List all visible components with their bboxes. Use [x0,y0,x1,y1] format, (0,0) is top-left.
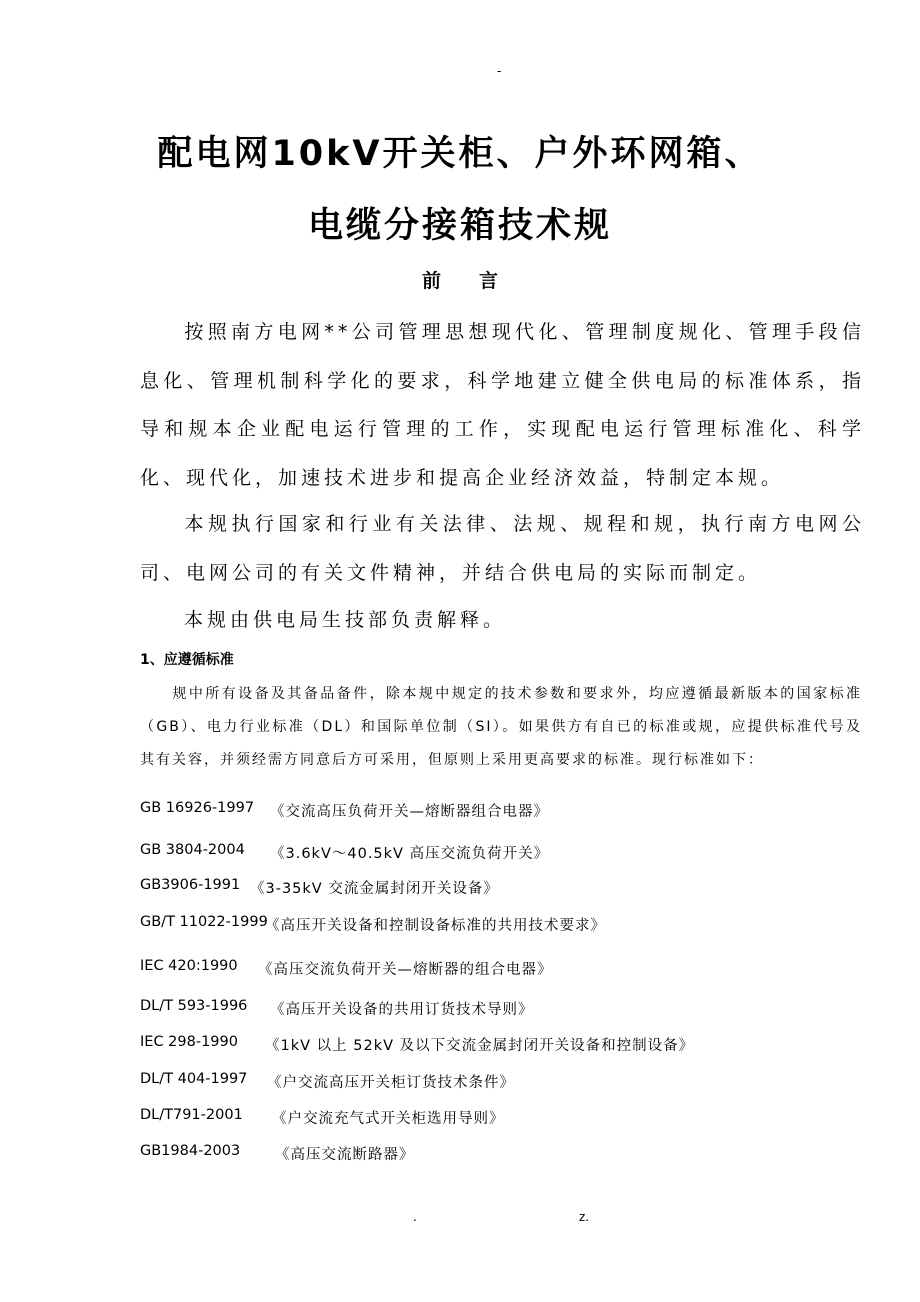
standard-item [140,800,549,820]
standard-item [140,958,553,978]
section-1-body [140,678,862,777]
standard-code: DL/T791-2001 [140,1107,243,1123]
standard-item [140,842,550,862]
standard-code: GB3906-1991 [140,877,241,893]
standard-name: 《交流高压负荷开关—熔断器组合电器》 [270,804,549,820]
section-body-text: 规中所有设备及其备品备件，除本规中规定的技术参数和要求外，均应遵循最新版本的国家标准（GB）、电力行业标准（DL）和国际单位制（SI）。如果供方有自已的标准或规，应提供标准代号及其有关容，并须经需方同意后方可采用，但原则上采用更高要求的标准。现行标准如下： [140,686,862,768]
preface-paragraph-1 [140,308,865,502]
standard-item [140,1107,505,1127]
preface-paragraph-3 [140,596,865,645]
standard-name: 《1kV 以上 52kV 及以下交流金属封闭开关设备和控制设备》 [265,1038,695,1054]
standard-item [140,998,534,1018]
paragraph-text: 按照南方电网**公司管理思想现代化、管理制度规化、管理手段信息化、管理机制科学化的要求，科学地建立健全供电局的标准体系，指导和规本企业配电运行管理的工作，实现配电运行管理标准化、科学化、现代化，加速技术进步和提高企业经济效益，特制定本规。 [140,321,865,489]
standard-name: 《3.6kV～40.5kV 高压交流负荷开关》 [270,846,550,862]
header-mark: - [497,64,502,78]
standard-name: 《3-35kV 交流金属封闭开关设备》 [250,881,499,897]
standard-item [140,1143,415,1163]
document-title-line-1: 配电网10kV开关柜、户外环网箱、 [157,134,763,174]
standard-code: GB1984-2003 [140,1143,241,1159]
standard-name: 《户交流充气式开关柜选用导则》 [272,1111,505,1127]
preface-heading: 前 言 [421,270,498,292]
standard-item [140,914,606,934]
footer-right-mark: z. [579,1210,590,1224]
standard-code: IEC 420:1990 [140,958,238,974]
standard-name: 《户交流高压开关柜订货技术条件》 [267,1075,515,1091]
standard-name: 《高压开关设备和控制设备标准的共用技术要求》 [265,918,606,934]
standard-code: GB/T 11022-1999 [140,914,268,930]
section-1-heading: 1、应遵循标准 [140,652,234,668]
standard-name: 《高压交流负荷开关—熔断器的组合电器》 [258,962,553,978]
footer-left-mark: . [413,1210,417,1224]
standard-code: DL/T 404-1997 [140,1071,248,1087]
paragraph-text: 本规由供电局生技部负责解释。 [184,609,507,631]
standard-code: GB 16926-1997 [140,800,255,816]
preface-paragraph-2 [140,500,865,597]
standard-item [140,877,499,897]
standard-code: DL/T 593-1996 [140,998,248,1014]
standard-name: 《高压交流断路器》 [275,1147,415,1163]
standard-code: IEC 298-1990 [140,1034,238,1050]
standard-item [140,1034,695,1054]
paragraph-text: 本规执行国家和行业有关法律、法规、规程和规，执行南方电网公司、电网公司的有关文件精神，并结合供电局的实际而制定。 [140,513,865,584]
standard-code: GB 3804-2004 [140,842,245,858]
standard-name: 《高压开关设备的共用订货技术导则》 [270,1002,534,1018]
standard-item [140,1071,515,1091]
document-title-line-2: 电缆分接箱技术规 [307,206,612,246]
